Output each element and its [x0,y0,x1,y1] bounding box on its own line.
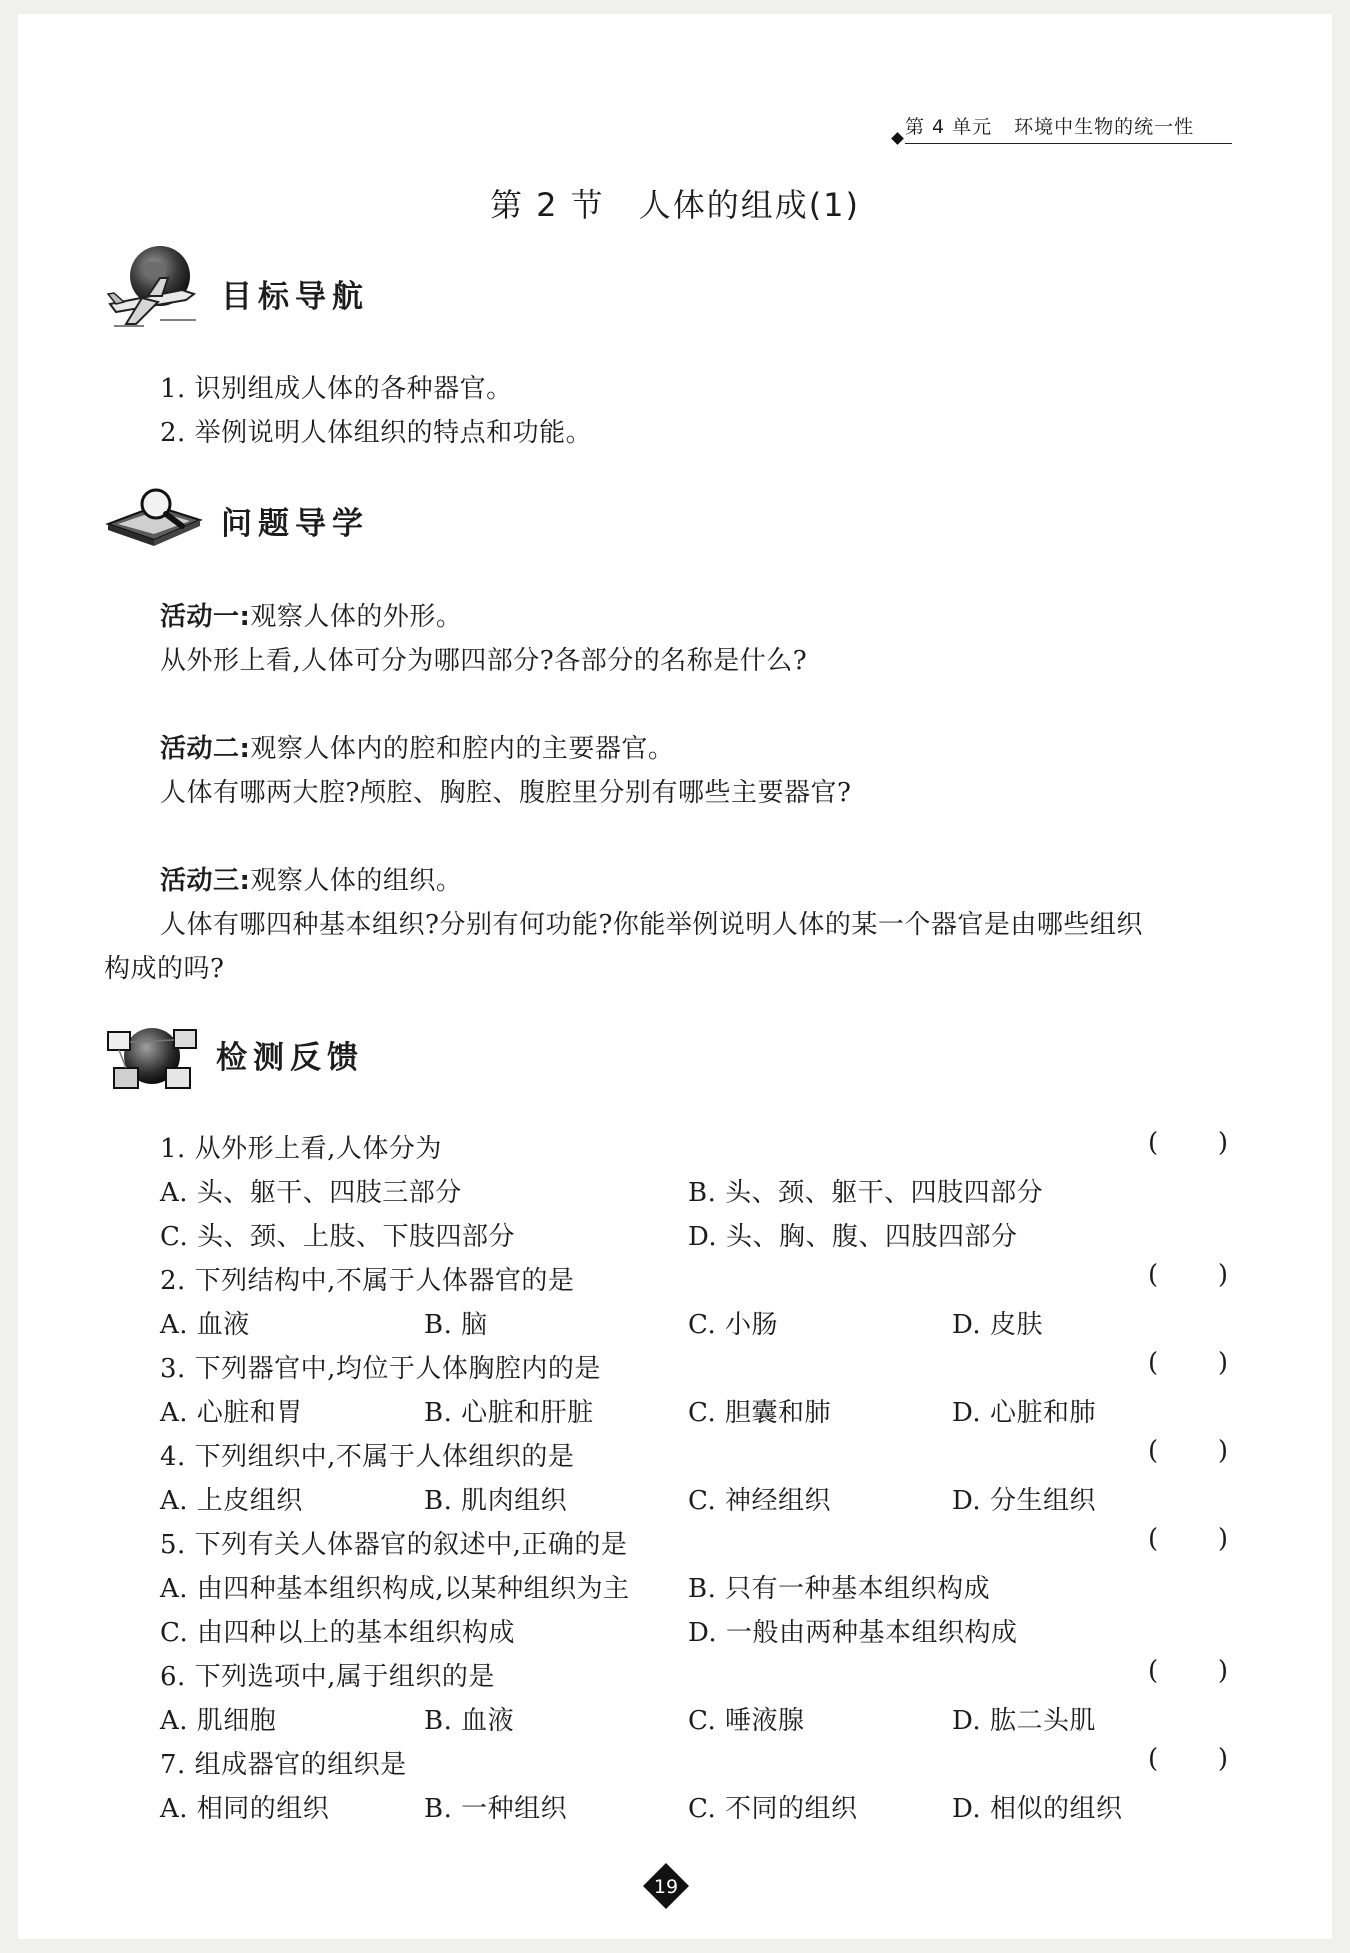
goals-heading: 目标导航 [221,279,369,315]
answer-blank [1148,1260,1228,1290]
magnifier-book-icon [104,486,204,548]
activity-question-cont: 构成的吗? [104,954,225,984]
option: C. 小肠 [688,1310,778,1340]
question-stem: 7. 组成器官的组织是 [160,1750,407,1780]
header-unit: 第 4 单元 [905,116,993,138]
option: A. 血液 [160,1310,250,1340]
option: D. 肱二头肌 [952,1706,1096,1736]
activity-3 [160,860,462,897]
question-stem: 2. 下列结构中,不属于人体器官的是 [160,1266,575,1296]
paren-close: ) [1217,1436,1228,1466]
option: C. 由四种以上的基本组织构成 [160,1618,515,1648]
option: D. 一般由两种基本组织构成 [688,1618,1018,1648]
option: C. 胆囊和肺 [688,1398,831,1428]
question-stem: 6. 下列选项中,属于组织的是 [160,1662,495,1692]
activity-label: 活动三: [160,866,251,896]
section-name: 人体的组成(1) [638,186,861,224]
answer-blank [1148,1436,1228,1466]
question-stem: 5. 下列有关人体器官的叙述中,正确的是 [160,1530,628,1560]
paren-open: ( [1148,1436,1159,1466]
question-stem: 1. 从外形上看,人体分为 [160,1134,442,1164]
option: B. 脑 [424,1310,488,1340]
paren-close: ) [1217,1524,1228,1554]
airplane-globe-icon [104,244,200,336]
activity-label: 活动一: [160,602,251,632]
option: A. 相同的组织 [160,1794,330,1824]
page-number-badge [642,1862,690,1910]
option: A. 肌细胞 [160,1706,277,1736]
paren-close: ) [1217,1348,1228,1378]
option: D. 皮肤 [952,1310,1043,1340]
page-number: 19 [653,1876,679,1898]
answer-blank [1148,1348,1228,1378]
option: C. 神经组织 [688,1486,831,1516]
option: B. 血液 [424,1706,515,1736]
answer-blank [1148,1744,1228,1774]
option: A. 由四种基本组织构成,以某种组织为主 [160,1574,630,1604]
option: A. 心脏和胃 [160,1398,303,1428]
option: D. 心脏和肺 [952,1398,1096,1428]
paren-open: ( [1148,1656,1159,1686]
paren-open: ( [1148,1128,1159,1158]
activity-1 [160,596,462,633]
option: C. 头、颈、上肢、下肢四部分 [160,1222,515,1252]
goal-item: 2. 举例说明人体组织的特点和功能。 [160,418,593,448]
option: C. 唾液腺 [688,1706,805,1736]
paren-open: ( [1148,1524,1159,1554]
option: B. 头、颈、躯干、四肢四部分 [688,1178,1044,1208]
goal-item: 1. 识别组成人体的各种器官。 [160,374,513,404]
option: D. 分生组织 [952,1486,1096,1516]
paren-open: ( [1148,1260,1159,1290]
header-unit-title: 环境中生物的统一性 [1014,116,1195,138]
section-number: 第 2 节 [489,186,605,224]
activity-title: 观察人体的组织。 [250,866,463,896]
paren-close: ) [1217,1128,1228,1158]
activity-2 [160,728,674,765]
activity-title: 观察人体内的腔和腔内的主要器官。 [250,734,675,764]
option: D. 相似的组织 [952,1794,1123,1824]
paren-close: ) [1217,1744,1228,1774]
option: B. 一种组织 [424,1794,568,1824]
option: C. 不同的组织 [688,1794,858,1824]
option: D. 头、胸、腹、四肢四部分 [688,1222,1018,1252]
paren-close: ) [1217,1260,1228,1290]
answer-blank [1148,1524,1228,1554]
running-header [905,112,1232,144]
option: A. 头、躯干、四肢三部分 [160,1178,462,1208]
page-title [0,180,1350,226]
option: B. 只有一种基本组织构成 [688,1574,991,1604]
feedback-heading: 检测反馈 [216,1040,364,1076]
paren-open: ( [1148,1744,1159,1774]
activity-question: 人体有哪四种基本组织?分别有何功能?你能举例说明人体的某一个器官是由哪些组织 [160,910,1143,940]
question-stem: 3. 下列器官中,均位于人体胸腔内的是 [160,1354,601,1384]
paren-open: ( [1148,1348,1159,1378]
activity-question: 从外形上看,人体可分为哪四部分?各部分的名称是什么? [160,646,808,676]
activity-title: 观察人体的外形。 [250,602,463,632]
activity-label: 活动二: [160,734,251,764]
question-stem: 4. 下列组织中,不属于人体组织的是 [160,1442,575,1472]
answer-blank [1148,1128,1228,1158]
activity-question: 人体有哪两大腔?颅腔、胸腔、腹腔里分别有哪些主要器官? [160,778,852,808]
option: B. 肌肉组织 [424,1486,568,1516]
option: B. 心脏和肝脏 [424,1398,594,1428]
study-heading: 问题导学 [221,506,369,542]
option: A. 上皮组织 [160,1486,303,1516]
answer-blank [1148,1656,1228,1686]
computer-network-icon [104,1018,200,1096]
paren-close: ) [1217,1656,1228,1686]
